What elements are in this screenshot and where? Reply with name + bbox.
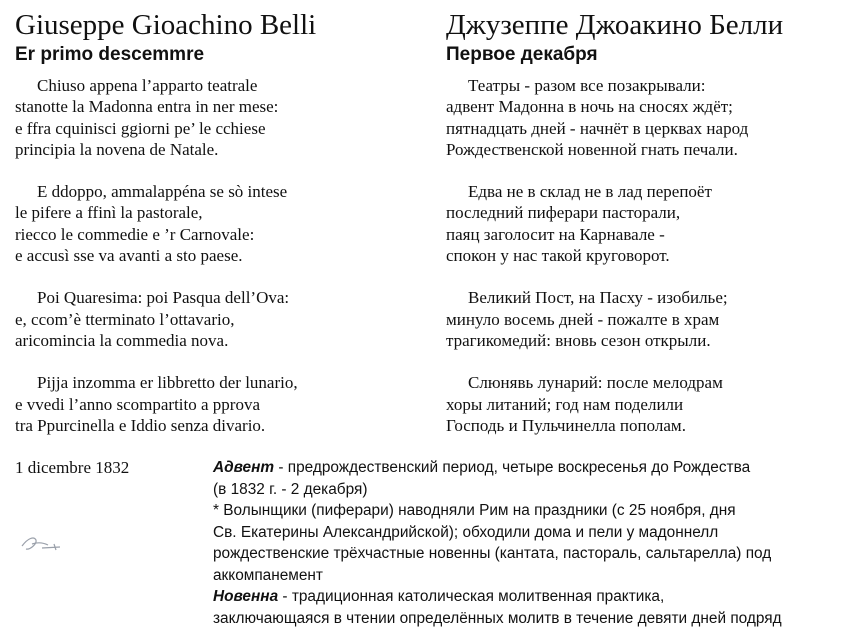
poem-line: Господь и Пульчинелла пополам.: [446, 415, 686, 435]
stanza: [446, 372, 861, 436]
italian-author: Giuseppe Gioachino Belli: [15, 9, 317, 41]
poem-line: Великий Пост, на Пасху - изобилье;: [468, 288, 728, 308]
poem-line: Театры - разом все позакрывали:: [468, 76, 706, 95]
poem-line: stanotte la Madonna entra in ner mese:: [15, 97, 279, 117]
poem-line: Рождественской новенной гнать печали.: [446, 139, 738, 159]
russian-title: Первое декабря: [446, 44, 598, 65]
signature-mark: [18, 532, 64, 556]
poem-line: Poi Quaresima: poi Pasqua dell’Ova:: [37, 288, 290, 308]
stanza: [446, 75, 861, 160]
italian-title: Er primo descemmre: [15, 44, 205, 65]
note-pifferari-line-4: аккомпанемент: [213, 566, 323, 584]
poem-line: спокон у нас такой круговорот.: [446, 246, 670, 266]
note-advent-line-1: Адвент - предрождественский период, четыре воскресенья до Рождества: [213, 459, 751, 476]
stanza-gap: [15, 160, 435, 181]
poem-line: Chiuso appena l’apparto teatrale: [37, 76, 258, 95]
note-pifferari-line-3: рождественские трёхчастные новенны (кантата, пастораль, сальтарелла) под: [213, 545, 772, 562]
note-novena-line-1: Новенна - традиционная католическая молитвенная практика,: [213, 588, 665, 605]
poem-line: паяц заголосит на Карнавале -: [446, 224, 665, 244]
poem-line: e, ccom’è tterminato l’ottavario,: [15, 309, 235, 329]
poem-line: e vvedi l’anno scompartito a pprova: [15, 394, 261, 414]
poem-line: le pifere a ffinì la pastorale,: [15, 203, 203, 223]
footnotes: [213, 457, 853, 629]
poem-line: трагикомедий: вновь сезон открыли.: [446, 330, 711, 350]
poem-line: e accusì sse va avanti a sto paese.: [15, 246, 243, 266]
poem-line: riecco le commedie e ’r Carnovale:: [15, 224, 255, 244]
stanza-gap: [15, 266, 435, 287]
stanza-gap: [446, 266, 861, 287]
poem-line: principia la novena de Natale.: [15, 139, 219, 159]
russian-column: [446, 0, 861, 436]
poem-line: адвент Мадонна в ночь на сносях ждёт;: [446, 97, 733, 117]
poem-line: tra Ppurcinella e Iddio senza divario.: [15, 415, 266, 435]
note-term-novena: Новенна: [213, 588, 279, 605]
poem-line: aricomincia la commedia nova.: [15, 330, 229, 350]
poem-line: последний пиферари пасторали,: [446, 203, 681, 223]
poem-date: 1 dicembre 1832: [15, 458, 130, 477]
poem-line: Pijja inzomma er libbretto der lunario,: [37, 373, 298, 393]
stanza: [15, 181, 435, 266]
italian-poem: [15, 75, 435, 436]
stanza: [446, 181, 861, 266]
stanza: [446, 287, 861, 351]
stanza: [15, 287, 435, 351]
note-novena-line-2: заключающаяся в чтении определённых молитв в течение девяти дней подряд: [213, 609, 782, 627]
poem-line: E ddoppo, ammalappéna se sò intese: [37, 182, 288, 202]
poem-line: хоры литаний; год нам поделили: [446, 394, 684, 414]
russian-poem: [446, 75, 861, 436]
note-pifferari-line-2: Св. Екатерины Александрийской); обходили дома и пели у мадоннелл: [213, 523, 719, 541]
poem-line: минуло восемь дней - пожалте в храм: [446, 309, 720, 329]
poem-line: Слюнявь лунарий: после мелодрам: [468, 373, 723, 393]
poem-line: Едва не в склад не в лад перепоёт: [468, 182, 712, 202]
stanza: [15, 372, 435, 436]
poem-line: пятнадцать дней - начнёт в церквах народ: [446, 118, 749, 138]
stanza-gap: [15, 351, 435, 372]
note-pifferari-line-1: * Волынщики (пиферари) наводняли Рим на праздники (с 25 ноября, дня: [213, 502, 736, 519]
italian-column: [15, 0, 435, 436]
note-advent-line-2: (в 1832 г. - 2 декабря): [213, 480, 368, 498]
stanza-gap: [446, 351, 861, 372]
russian-author: Джузеппе Джоакино Белли: [446, 9, 784, 41]
poem-line: e ffra cquinisci ggiorni pe’ le cchiese: [15, 118, 266, 138]
note-term-advent: Адвент: [213, 459, 275, 476]
stanza: [15, 75, 435, 160]
stanza-gap: [446, 160, 861, 181]
